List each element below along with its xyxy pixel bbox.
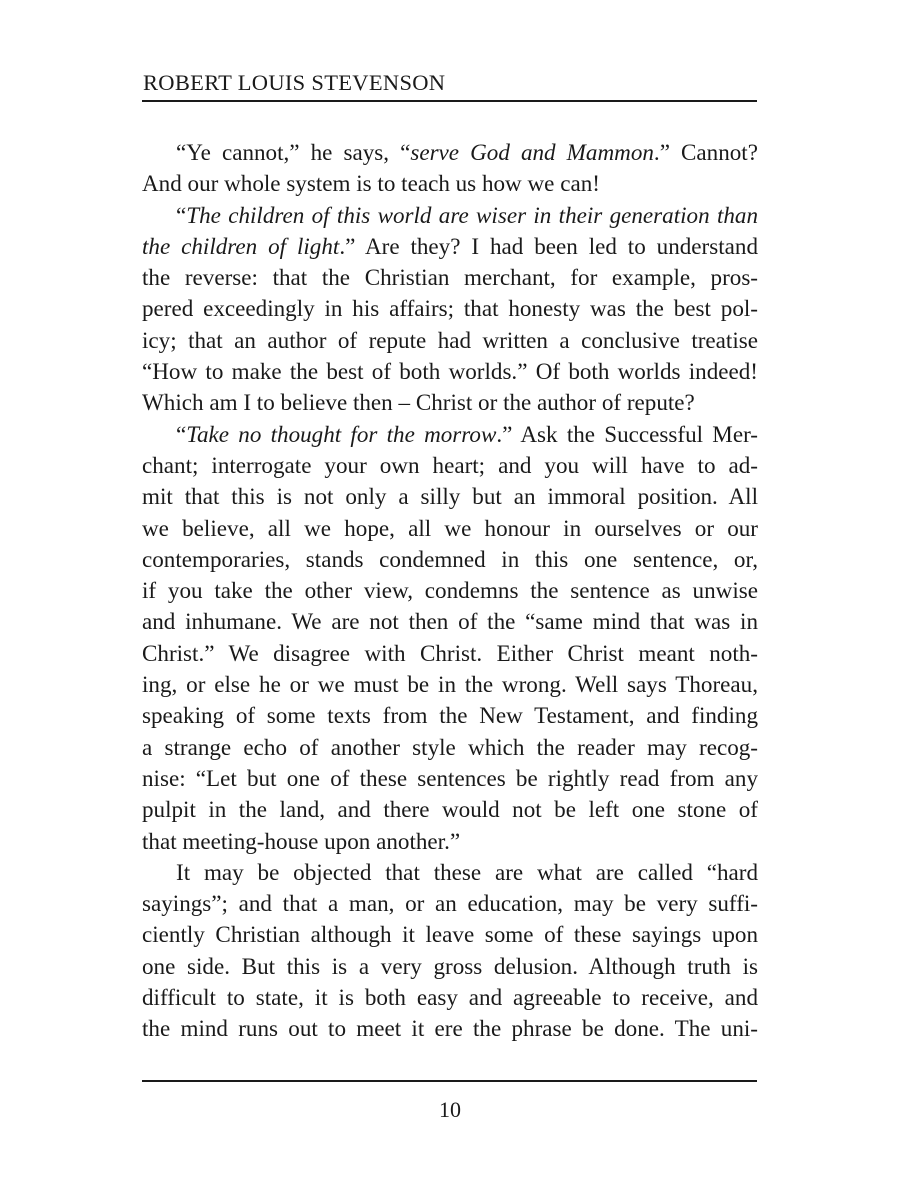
text-line <box>142 137 758 168</box>
text-segment: pered exceedingly in his affairs; that honesty was the best pol- <box>142 295 758 322</box>
header-rule <box>142 100 757 102</box>
text-segment: .” Ask the Successful Mer- <box>496 420 758 447</box>
text-segment: Which am I to believe then – Christ or the author of repute? <box>142 389 695 416</box>
text-line <box>142 325 758 356</box>
text-line <box>142 763 758 794</box>
text-segment: ing, or else he or we must be in the wrong. Well says Thoreau, <box>142 671 758 698</box>
text-line <box>142 513 758 544</box>
text-segment: And our whole system is to teach us how we can! <box>142 170 600 197</box>
text-line <box>142 794 758 825</box>
text-segment: .” Are they? I had been led to understand <box>339 232 758 259</box>
text-segment: “How to make the best of both worlds.” Of both worlds indeed! <box>142 358 758 385</box>
text-segment: we believe, all we hope, all we honour in ourselves or our <box>142 514 758 541</box>
text-segment: difficult to state, it is both easy and agreeable to receive, and <box>142 984 758 1011</box>
text-line <box>142 826 758 857</box>
running-head: ROBERT LOUIS STEVENSON <box>143 70 446 95</box>
text-segment: Christ.” We disagree with Christ. Either Christ meant noth- <box>142 639 758 666</box>
italic-quote-segment: Take no thought for the morrow <box>186 420 497 447</box>
text-segment: one side. But this is a very gross delusion. Although truth is <box>142 952 758 979</box>
page-number: 10 <box>439 1097 461 1122</box>
text-segment: speaking of some texts from the New Testament, and finding <box>142 702 758 729</box>
text-line <box>142 888 758 919</box>
text-segment: and inhumane. We are not then of the “same mind that was in <box>142 608 758 635</box>
text-line <box>142 700 758 731</box>
text-line <box>142 168 758 199</box>
text-segment: “ <box>176 420 187 447</box>
text-line <box>142 951 758 982</box>
text-segment: pulpit in the land, and there would not be left one stone of <box>142 796 758 823</box>
italic-quote-segment: serve God and Mammon <box>410 139 654 165</box>
text-segment: sayings”; and that a man, or an education, may be very suffi- <box>142 890 758 917</box>
text-segment: the reverse: that the Christian merchant, for example, pros- <box>142 264 758 291</box>
text-line <box>142 1013 758 1044</box>
text-line <box>142 857 758 888</box>
text-segment: ciently Christian although it leave some of these sayings upon <box>142 921 758 948</box>
text-segment: icy; that an author of repute had written a conclusive treatise <box>142 326 758 353</box>
text-segment: It may be objected that these are what are called “hard <box>176 858 758 885</box>
text-line <box>142 419 758 450</box>
text-line <box>142 919 758 950</box>
text-segment: chant; interrogate your own heart; and you will have to ad- <box>142 451 758 478</box>
text-line <box>142 231 758 262</box>
text-line <box>142 262 758 293</box>
text-line <box>142 200 758 231</box>
text-line <box>142 387 758 418</box>
italic-quote-segment: The children of this world are wiser in their generation than <box>186 201 758 228</box>
text-line <box>142 732 758 763</box>
text-segment: “Ye cannot,” he says, “ <box>176 139 411 165</box>
footer-rule <box>142 1080 757 1082</box>
text-segment: the mind runs out to meet it ere the phrase be done. The uni- <box>142 1015 758 1042</box>
text-segment: that meeting-house upon another.” <box>142 827 461 854</box>
text-line <box>142 544 758 575</box>
text-segment: nise: “Let but one of these sentences be rightly read from any <box>142 764 758 791</box>
text-line <box>142 450 758 481</box>
text-line <box>142 356 758 387</box>
text-line <box>142 481 758 512</box>
text-line <box>142 575 758 606</box>
text-line <box>142 606 758 637</box>
text-segment: contemporaries, stands condemned in this one sentence, or, <box>142 545 758 572</box>
text-segment: mit that this is not only a silly but an immoral position. All <box>142 483 758 510</box>
text-segment: .” Cannot? <box>653 139 758 165</box>
text-line <box>142 669 758 700</box>
text-segment: a strange echo of another style which the reader may recog- <box>142 733 758 760</box>
text-line <box>142 293 758 324</box>
text-line <box>142 982 758 1013</box>
text-line <box>142 638 758 669</box>
text-segment: “ <box>176 201 187 228</box>
italic-quote-segment: the children of light <box>142 232 340 259</box>
body-text <box>142 137 758 1045</box>
text-segment: if you take the other view, condemns the sentence as unwise <box>142 577 758 604</box>
